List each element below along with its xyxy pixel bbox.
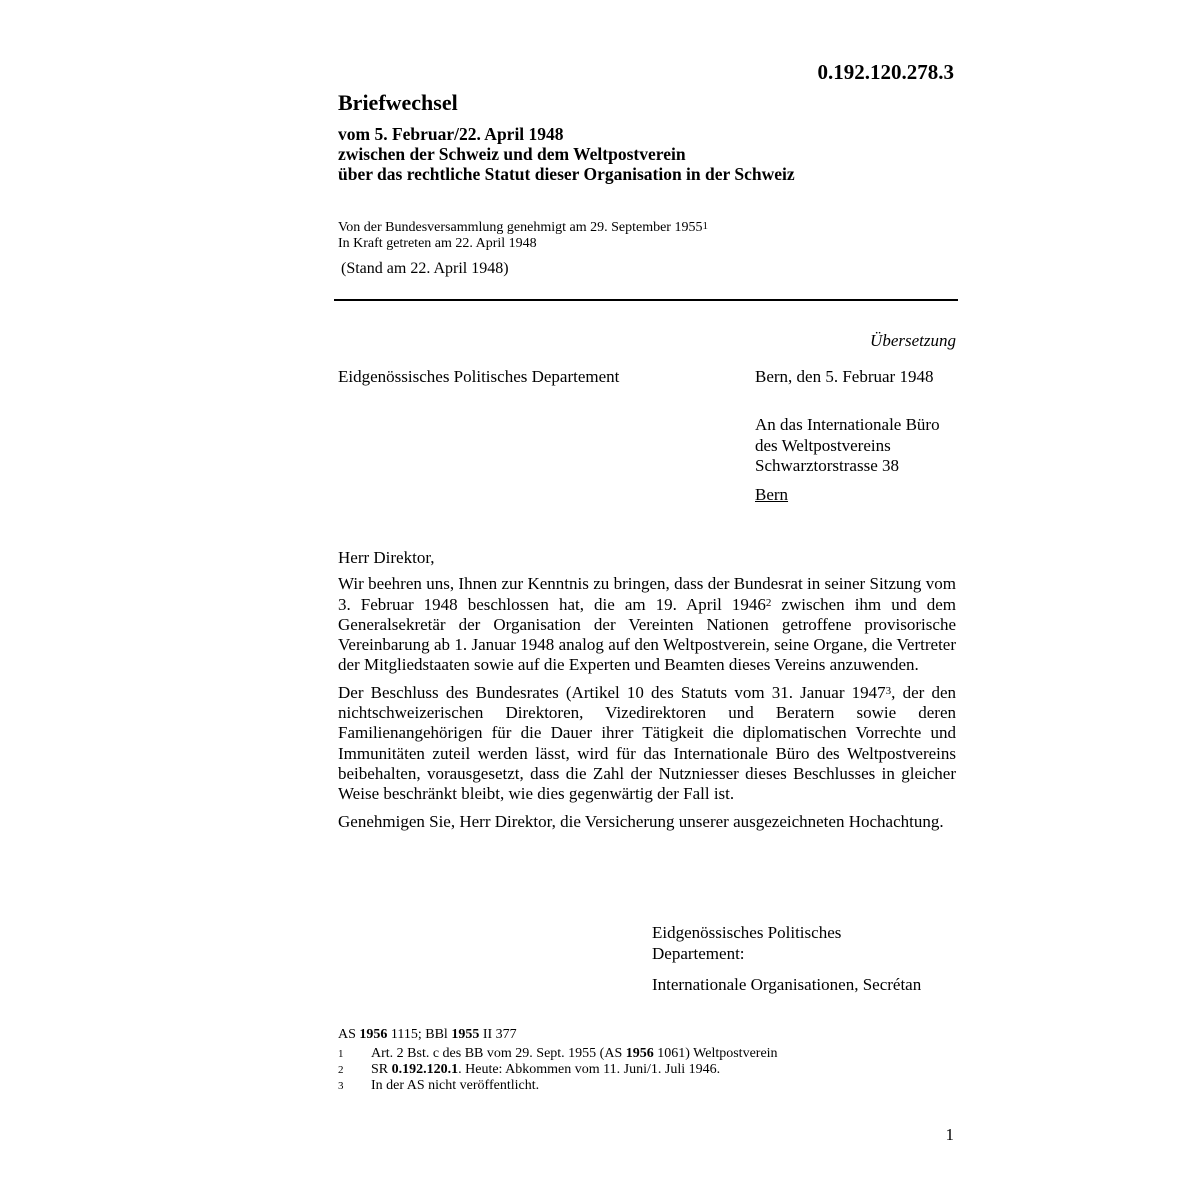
footnote-text: In der AS nicht veröffentlicht. bbox=[371, 1078, 540, 1093]
signature-block bbox=[652, 923, 921, 996]
document-subtitle bbox=[338, 124, 795, 184]
footnote-text: SR 0.192.120.1. Heute: Abkommen vom 11. Juni/1. Juli 1946. bbox=[371, 1062, 721, 1077]
signature-line: Eidgenössisches Politisches bbox=[652, 923, 842, 942]
salutation: Herr Direktor, bbox=[338, 548, 435, 567]
footnote bbox=[338, 1078, 778, 1094]
subtitle-line: zwischen der Schweiz und dem Weltpostverein bbox=[338, 144, 686, 164]
letter-body bbox=[338, 548, 956, 839]
footnotes bbox=[338, 1046, 778, 1094]
paragraph-2: Der Beschluss des Bundesrates (Artikel 10 des Statuts vom 31. Januar 1947$^3$, der den nichtschweizerischen Direktoren, Vizedirektoren und Beratern sowie deren Familienangehörigen für die Dauer ihrer Tätigkeit die diplomatischen Vorrechte und Immunitäten zuteil werden lässt, wird für das Internationale Büro des Weltpostvereins beibehalten, vorausgesetzt, dass die Zahl der Nutzniesser dieses Beschlusses in gleicher Weise beschränkt bleibt, wie dies gegenwärtig der Fall ist. bbox=[338, 682, 956, 804]
footnote-number: 1 bbox=[338, 1048, 344, 1060]
footnote bbox=[338, 1062, 778, 1078]
status-date: (Stand am 22. April 1948) bbox=[341, 260, 509, 277]
recipient-address bbox=[755, 415, 940, 505]
footnote-ref[interactable]: 1 bbox=[702, 220, 708, 232]
subtitle-line: vom 5. Februar/22. April 1948 bbox=[338, 124, 564, 144]
signature-name: Internationale Organisationen, Secrétan bbox=[652, 975, 922, 994]
subtitle-line: über das rechtliche Statut dieser Organisation in der Schweiz bbox=[338, 164, 795, 184]
sender: Eidgenössisches Politisches Departement bbox=[338, 367, 620, 386]
address-line: An das Internationale Büro bbox=[755, 415, 940, 434]
paragraph-1: Wir beehren uns, Ihnen zur Kenntnis zu bringen, dass der Bundesrat in seiner Sitzung vom 3. Februar 1948 beschlossen hat, die am 19. April 1946$^2$ zwischen ihm und dem Generalsekretär der Organisation der Vereinten Nationen getroffene provisorische Vereinbarung ab 1. Januar 1948 analog auf den Weltpostverein, seine Organe, die Vertreter der Mitgliedstaaten sowie auf die Experten und Beamten dieses Vereins anzuwenden. bbox=[338, 574, 956, 675]
approval-line: Von der Bundesversammlung genehmigt am 29. September 1955$^1$ bbox=[338, 220, 708, 235]
place-date: Bern, den 5. Februar 1948 bbox=[755, 367, 934, 386]
publication-reference: AS 1956 1115; BBl 1955 II 377 bbox=[338, 1027, 517, 1042]
translation-label: Übersetzung bbox=[870, 331, 956, 350]
footnote bbox=[338, 1046, 778, 1062]
footnote-text: Art. 2 Bst. c des BB vom 29. Sept. 1955 (AS 1956 1061) Weltpostverein bbox=[371, 1046, 778, 1061]
sr-number: 0.192.120.278.3 bbox=[817, 60, 954, 84]
page-number: 1 bbox=[945, 1125, 954, 1144]
document-title: Briefwechsel bbox=[338, 90, 458, 115]
address-line: des Weltpostvereins bbox=[755, 435, 891, 455]
footnote-number: 2 bbox=[338, 1064, 344, 1076]
approval-info bbox=[338, 220, 708, 252]
signature-line: Departement: bbox=[652, 943, 745, 963]
footnote-number: 3 bbox=[338, 1080, 344, 1092]
footnote-ref[interactable]: 2 bbox=[765, 596, 772, 609]
footnote-ref[interactable]: 3 bbox=[885, 684, 892, 697]
paragraph-3: Genehmigen Sie, Herr Direktor, die Versicherung unserer ausgezeichneten Hochachtung. bbox=[338, 811, 944, 831]
divider bbox=[334, 299, 958, 301]
in-force-line: In Kraft getreten am 22. April 1948 bbox=[338, 236, 537, 251]
address-line: Schwarztorstrasse 38 bbox=[755, 456, 899, 475]
address-city: Bern bbox=[755, 484, 789, 504]
